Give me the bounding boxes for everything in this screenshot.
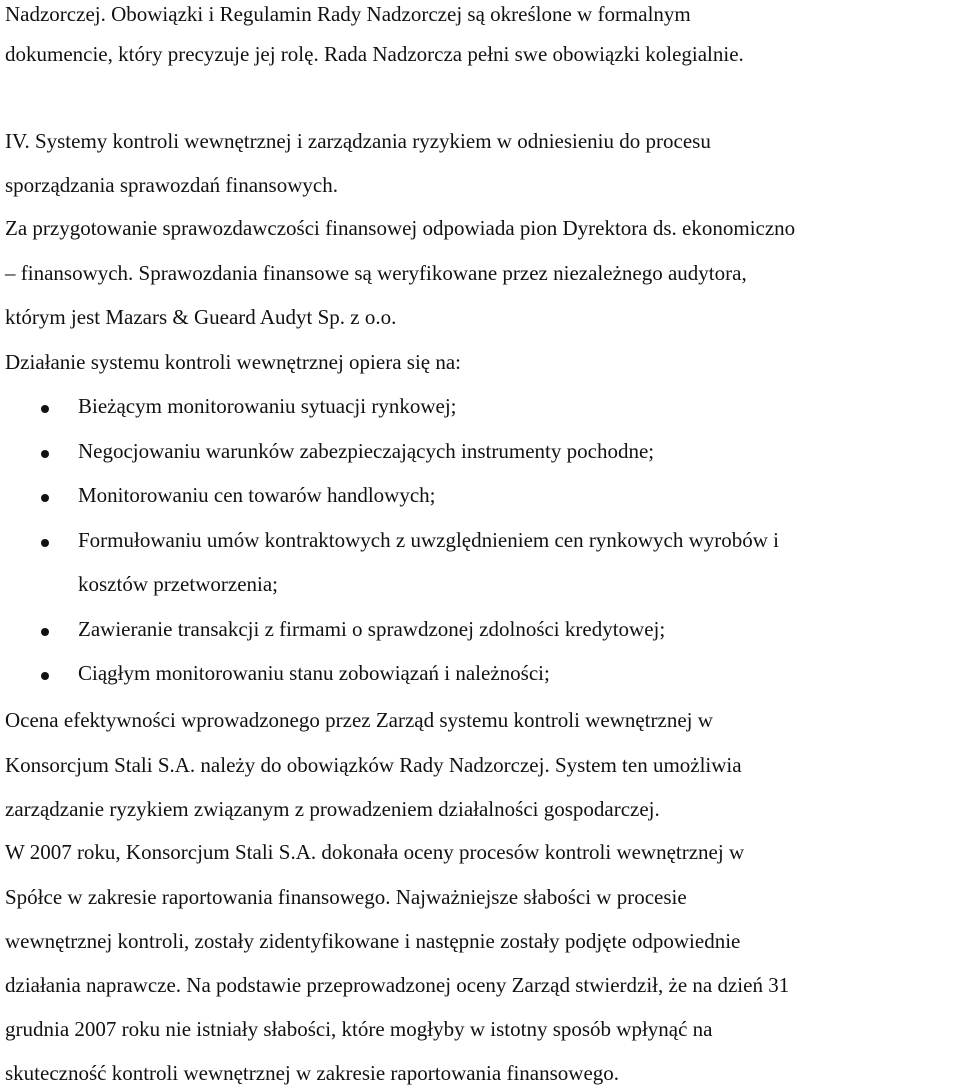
bullet-item-6: Ciągłym monitorowaniu stanu zobowiązań i należności;	[78, 661, 550, 685]
paragraph2-line-3: zarządzanie ryzykiem związanym z prowadzeniem działalności gospodarczej.	[5, 797, 660, 821]
section-heading-line-2: sporządzania sprawozdań finansowych.	[5, 173, 338, 197]
paragraph3-line-6: skuteczność kontroli wewnętrznej w zakresie raportowania finansowego.	[5, 1061, 620, 1085]
paragraph1-line-2: – finansowych. Sprawozdania finansowe są weryfikowane przez niezależnego audytora,	[5, 261, 747, 285]
paragraph2-line-1: Ocena efektywności wprowadzonego przez Zarząd systemu kontroli wewnętrznej w	[5, 708, 713, 732]
bullet-dot	[41, 672, 49, 680]
paragraph1-line-3: którym jest Mazars & Gueard Audyt Sp. z o.o.	[5, 305, 397, 329]
section-heading-line-1: IV. Systemy kontroli wewnętrznej i zarządzania ryzykiem w odniesieniu do procesu	[5, 129, 711, 153]
bullet-item-5: Zawieranie transakcji z firmami o sprawdzonej zdolności kredytowej;	[78, 617, 666, 641]
paragraph3-line-3: wewnętrznej kontroli, zostały zidentyfikowane i następnie zostały podjęte odpowiednie	[5, 929, 741, 953]
intro-line-2: dokumencie, który precyzuje jej rolę. Rada Nadzorcza pełni swe obowiązki kolegialnie.	[5, 42, 744, 66]
paragraph1-line-1: Za przygotowanie sprawozdawczości finansowej odpowiada pion Dyrektora ds. ekonomiczno	[5, 216, 796, 240]
bullet-item-3: Monitorowaniu cen towarów handlowych;	[78, 483, 436, 507]
paragraph3-line-4: działania naprawcze. Na podstawie przeprowadzonej oceny Zarząd stwierdził, że na dzień 31	[5, 973, 790, 997]
list-intro: Działanie systemu kontroli wewnętrznej opiera się na:	[5, 350, 462, 374]
bullet-dot	[41, 539, 49, 547]
paragraph3-line-1: W 2007 roku, Konsorcjum Stali S.A. dokonała oceny procesów kontroli wewnętrznej w	[5, 840, 745, 864]
bullet-item-2: Negocjowaniu warunków zabezpieczających instrumenty pochodne;	[78, 439, 655, 463]
bullet-dot	[41, 494, 49, 502]
bullet-dot	[41, 405, 49, 413]
paragraph3-line-2: Spółce w zakresie raportowania finansowego. Najważniejsze słabości w procesie	[5, 885, 687, 909]
bullet-dot	[41, 628, 49, 636]
paragraph2-line-2: Konsorcjum Stali S.A. należy do obowiązków Rady Nadzorczej. System ten umożliwia	[5, 753, 742, 777]
bullet-item-1: Bieżącym monitorowaniu sytuacji rynkowej;	[78, 394, 457, 418]
bullet-dot	[41, 450, 49, 458]
paragraph3-line-5: grudnia 2007 roku nie istniały słabości, które mogłyby w istotny sposób wpłynąć na	[5, 1017, 713, 1041]
bullet-item-4: Formułowaniu umów kontraktowych z uwzględnieniem cen rynkowych wyrobów i	[78, 528, 780, 552]
intro-line-1: Nadzorczej. Obowiązki i Regulamin Rady Nadzorczej są określone w formalnym	[5, 2, 691, 26]
bullet-item-4-continued: kosztów przetworzenia;	[78, 572, 279, 596]
